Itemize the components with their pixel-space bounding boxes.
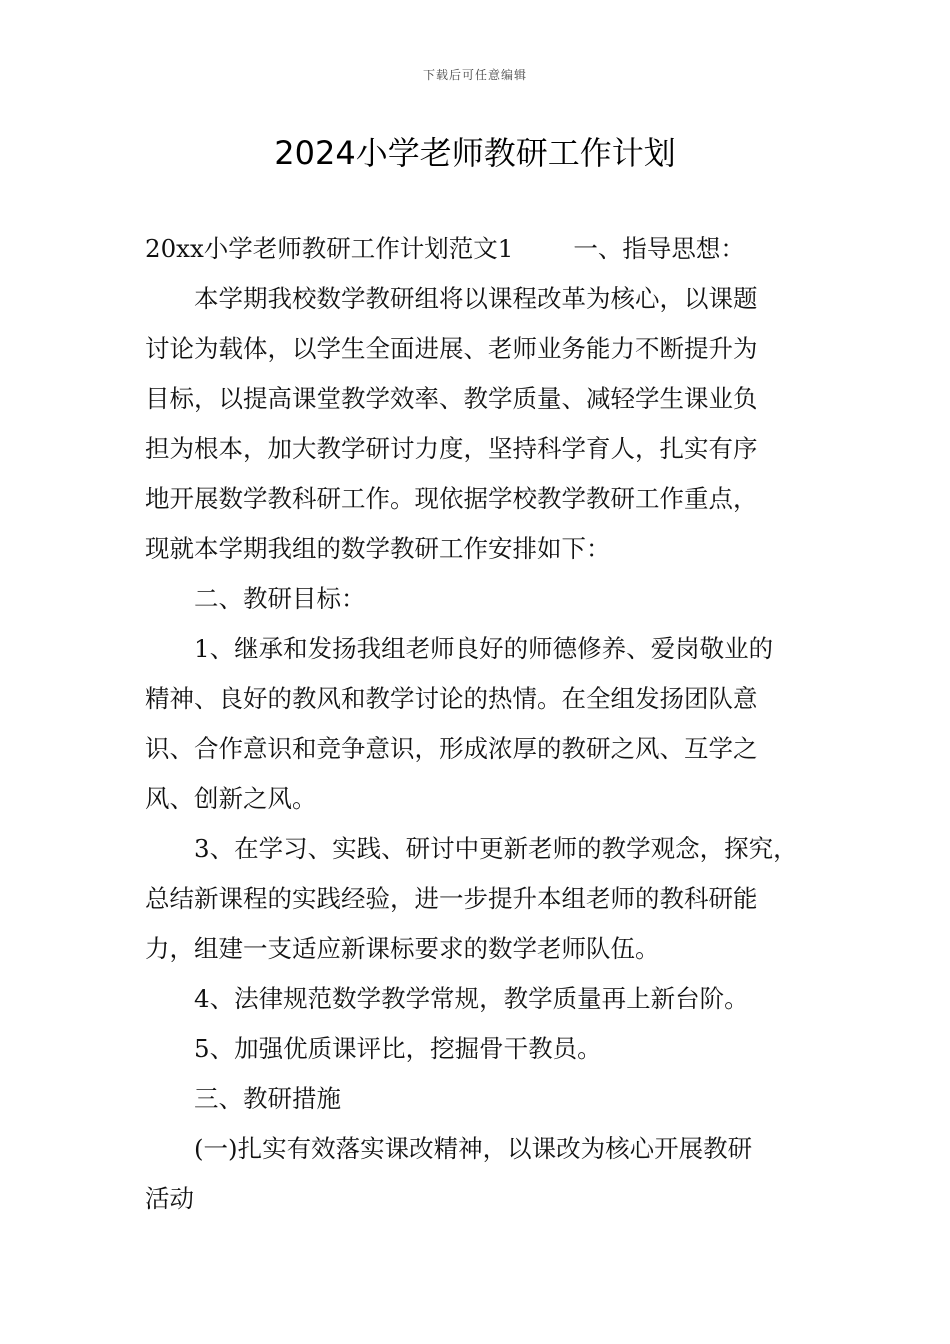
header-note: 下载后可任意编辑 (422, 68, 527, 82)
document-title: 2024小学老师教研工作计划 (274, 134, 676, 172)
list-item-line: 1、继承和发扬我组老师良好的师德修养、爱岗敬业的 (194, 634, 774, 663)
section-heading-goals: 二、教研目标： (194, 584, 366, 613)
section-heading-guiding: 一、指导思想： (573, 234, 745, 263)
list-item-line: 识、合作意识和竞争意识，形成浓厚的教研之风、互学之 (145, 734, 758, 763)
list-item-line: 5、加强优质课评比，挖掘骨干教员。 (194, 1034, 602, 1063)
paragraph-line: 目标，以提高课堂教学效率、教学质量、减轻学生课业负 (145, 384, 758, 413)
list-item-line: 4、法律规范数学教学常规，教学质量再上新台阶。 (194, 984, 749, 1013)
list-item-line: 精神、良好的教风和教学讨论的热情。在全组发扬团队意 (145, 684, 758, 713)
list-item-line: 风、创新之风。 (145, 784, 317, 813)
paragraph-line: 现就本学期我组的数学教研工作安排如下： (145, 534, 611, 563)
paragraph-line: 担为根本，加大教学研讨力度，坚持科学育人，扎实有序 (145, 434, 758, 463)
intro-line (145, 224, 810, 274)
paragraph-line: 地开展数学教科研工作。现依据学校教学教研工作重点， (145, 484, 758, 513)
paragraph-line: 本学期我校数学教研组将以课程改革为核心，以课题 (194, 284, 758, 313)
document-body (145, 224, 810, 1224)
subsection-line: 活动 (145, 1184, 194, 1213)
paragraph-line: 讨论为载体，以学生全面进展、老师业务能力不断提升为 (145, 334, 758, 363)
list-item-line: 3、在学习、实践、研讨中更新老师的教学观念，探究， (194, 834, 798, 863)
intro-label: 20xx小学老师教研工作计划范文1 (145, 234, 514, 263)
section-heading-measures: 三、教研措施 (194, 1084, 341, 1113)
list-item-line: 总结新课程的实践经验，进一步提升本组老师的教科研能 (145, 884, 758, 913)
list-item-line: 力，组建一支适应新课标要求的数学老师队伍。 (145, 934, 660, 963)
subsection-line: (一)扎实有效落实课改精神，以课改为核心开展教研 (194, 1134, 753, 1163)
